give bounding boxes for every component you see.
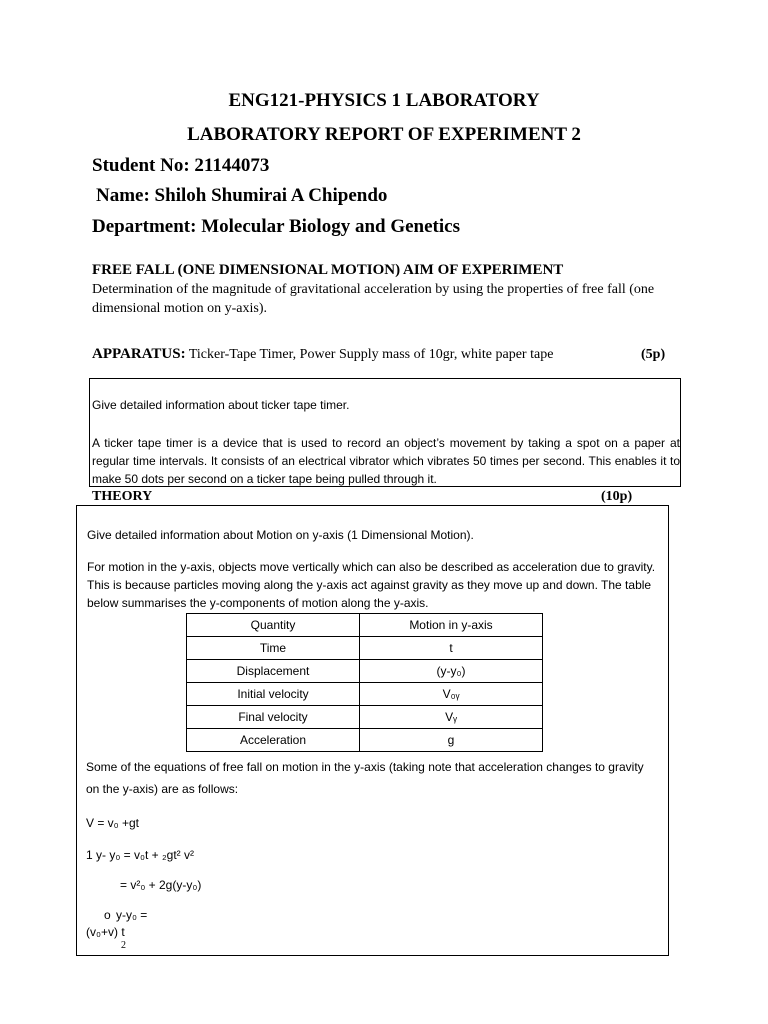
equations-intro: Some of the equations of free fall on motion in the y-axis (taking note that acceleration changes to gravity on the y-axis) are as follows: xyxy=(86,760,644,796)
equation-displacement: 1 y- y₀ = v₀t + ₂gt² v² xyxy=(86,848,194,862)
table-cell: V₀ᵧ xyxy=(360,683,543,706)
table-cell: t xyxy=(360,637,543,660)
apparatus-text: Ticker-Tape Timer, Power Supply mass of 10gr, white paper tape xyxy=(188,347,554,362)
table-cell: Time xyxy=(187,637,360,660)
table-cell: Displacement xyxy=(187,660,360,683)
table-header-cell: Motion in y-axis xyxy=(360,614,543,637)
theory-points: (10p) xyxy=(601,489,633,504)
theory-question: Give detailed information about Motion on y-axis (1 Dimensional Motion). xyxy=(87,528,474,542)
report-title: LABORATORY REPORT OF EXPERIMENT 2 xyxy=(187,124,581,145)
table-cell: (y-y₀) xyxy=(360,660,543,683)
equation-average-velocity-denominator: 2 xyxy=(121,940,126,951)
table-row xyxy=(187,660,543,683)
equation-velocity: V = v₀ +gt xyxy=(86,816,140,830)
equation-bullet: o xyxy=(104,908,111,922)
equation-average-velocity-numerator: (v₀+v) t xyxy=(86,925,125,939)
ticker-question: Give detailed information about ticker tape timer. xyxy=(92,398,350,412)
table-cell: Acceleration xyxy=(187,729,360,752)
student-name: Name: Shiloh Shumirai A Chipendo xyxy=(96,185,388,206)
apparatus-label: APPARATUS: xyxy=(92,346,186,362)
apparatus-points: (5p) xyxy=(641,347,666,362)
course-title: ENG121-PHYSICS 1 LABORATORY xyxy=(228,90,540,111)
table-header-cell: Quantity xyxy=(187,614,360,637)
ticker-answer: A ticker tape timer is a device that is used to record an object’s movement by taking a spot on a paper at regular time intervals. It consists of an electrical vibrator which vibrates 50 times per second. This enables it to make 50 dots per second on a ticker tape being pulled through it. xyxy=(92,436,680,486)
table-cell: Vᵧ xyxy=(360,706,543,729)
ticker-tape-answer-box xyxy=(89,378,681,487)
equation-velocity-squared: = v²₀ + 2g(y-y₀) xyxy=(120,878,202,892)
department: Department: Molecular Biology and Genetics xyxy=(92,216,460,237)
equation-average-velocity: y-y₀ = xyxy=(116,908,148,922)
table-row xyxy=(187,706,543,729)
theory-label: THEORY xyxy=(92,489,153,504)
aim-heading: FREE FALL (ONE DIMENSIONAL MOTION) AIM OF EXPERIMENT xyxy=(92,262,564,278)
table-row xyxy=(187,637,543,660)
table-row xyxy=(187,729,543,752)
aim-text: Determination of the magnitude of gravitational acceleration by using the properties of free fall (one dimensional motion on y-axis). xyxy=(92,282,655,316)
table-cell: g xyxy=(360,729,543,752)
theory-paragraph: For motion in the y-axis, objects move vertically which can also be described as acceleration due to gravity. This is because particles moving along the y-axis act against gravity as they move up and down. The table below summarises the y-components of motion along the y-axis. xyxy=(87,560,656,610)
table-cell: Final velocity xyxy=(187,706,360,729)
apparatus-line xyxy=(92,346,553,363)
table-header-row xyxy=(187,614,543,637)
table-row xyxy=(187,683,543,706)
student-number: Student No: 21144073 xyxy=(92,155,270,176)
table-cell: Initial velocity xyxy=(187,683,360,706)
motion-table xyxy=(186,613,543,752)
